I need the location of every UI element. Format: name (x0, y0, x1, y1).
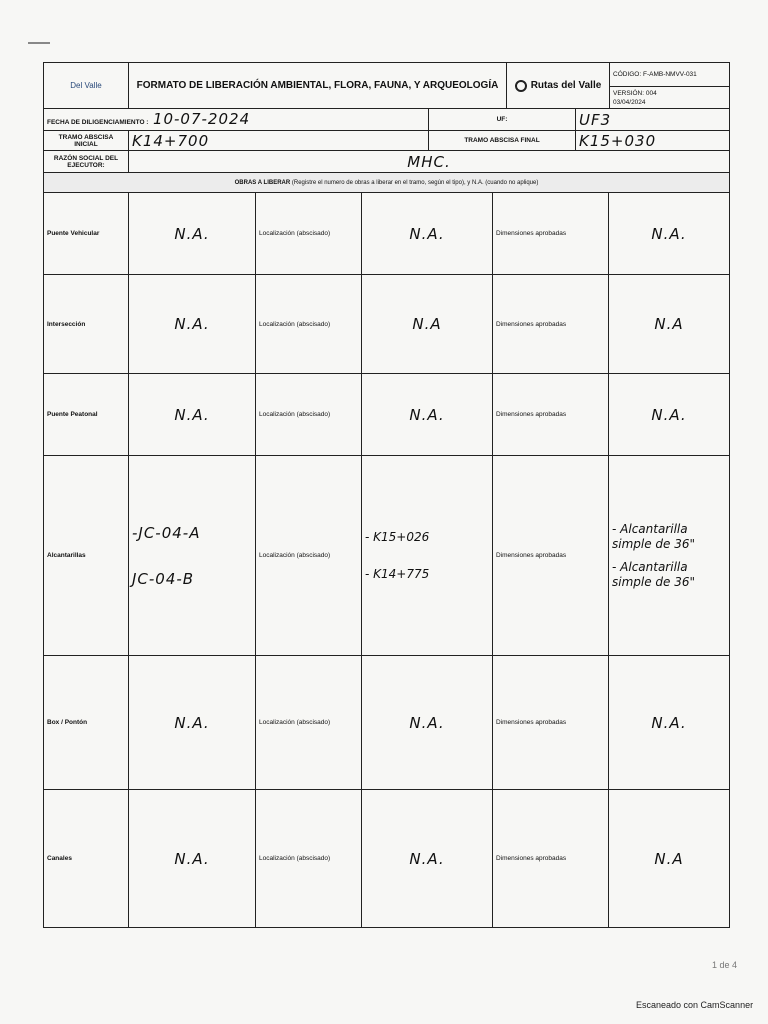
version-date: 03/04/2024 (613, 98, 646, 106)
codigo-cell (610, 63, 730, 87)
left-logo-text: Del Valle (70, 81, 102, 90)
version-cell (610, 87, 730, 109)
tramo-final-label: TRAMO ABSCISA FINAL (429, 131, 576, 151)
dimensiones-value: N.A (609, 790, 730, 928)
form-sheet (43, 62, 729, 928)
localizacion-label: Localización (abscisado) (256, 456, 362, 656)
brand-name: Rutas del Valle (530, 80, 602, 91)
dimensiones-label: Dimensiones aprobadas (493, 456, 609, 656)
localizacion-value (362, 456, 493, 656)
dimensiones-value-1: - Alcantarilla simple de 36" (612, 521, 696, 551)
localizacion-label: Localización (abscisado) (256, 656, 362, 790)
obra-value: N.A. (129, 656, 256, 790)
razon-label: RAZÓN SOCIAL DEL EJECUTOR: (44, 151, 129, 173)
form-title: FORMATO DE LIBERACIÓN AMBIENTAL, FLORA, FAUNA, Y ARQUEOLOGÍA (136, 79, 499, 91)
fecha-value: 10-07-2024 (152, 110, 251, 128)
localizacion-value: N.A. (362, 374, 493, 456)
obra-value-2: JC-04-B (132, 569, 195, 588)
obra-value: N.A. (129, 374, 256, 456)
tramo-inicial-value: K14+700 (129, 131, 429, 151)
row-label: Intersección (44, 275, 129, 374)
obras-label: OBRAS A LIBERAR (234, 179, 291, 186)
dimensiones-value: N.A (609, 275, 730, 374)
fecha-label: FECHA DE DILIGENCIAMIENTO : (47, 119, 149, 126)
codigo: CÓDIGO: F-AMB-NMVV-031 (613, 71, 697, 78)
row-label: Canales (44, 790, 129, 928)
localizacion-label: Localización (abscisado) (256, 790, 362, 928)
localizacion-label: Localización (abscisado) (256, 374, 362, 456)
row-label: Box / Pontón (44, 656, 129, 790)
table-row (44, 193, 730, 275)
obra-value (129, 456, 256, 656)
left-logo (44, 63, 129, 109)
page-number: 1 de 4 (712, 960, 738, 970)
obra-value: N.A. (129, 790, 256, 928)
dimensiones-label: Dimensiones aprobadas (493, 790, 609, 928)
uf-value: UF3 (576, 109, 730, 131)
obra-value-1: -JC-04-A (132, 523, 201, 542)
dimensiones-label: Dimensiones aprobadas (493, 374, 609, 456)
dimensiones-label: Dimensiones aprobadas (493, 193, 609, 275)
table-row (44, 374, 730, 456)
tramo-inicial-label: TRAMO ABSCISA INICIAL (44, 131, 129, 151)
table-row (44, 456, 730, 656)
dimensiones-value-2: - Alcantarilla simple de 36" (612, 559, 696, 589)
form-title-cell (129, 63, 507, 109)
tramo-final-value: K15+030 (576, 131, 730, 151)
localizacion-label: Localización (abscisado) (256, 275, 362, 374)
works-table (43, 192, 730, 928)
row-label: Puente Peatonal (44, 374, 129, 456)
obra-value: N.A. (129, 193, 256, 275)
localizacion-value: N.A (362, 275, 493, 374)
obra-value: N.A. (129, 275, 256, 374)
scan-mark (28, 42, 50, 44)
version: VERSIÓN: 004 (613, 89, 657, 97)
dimensiones-value (609, 456, 730, 656)
obras-header (44, 173, 730, 193)
brand-logo (507, 63, 610, 109)
localizacion-label: Localización (abscisado) (256, 193, 362, 275)
localizacion-value: N.A. (362, 790, 493, 928)
row-label: Puente Vehicular (44, 193, 129, 275)
table-row (44, 275, 730, 374)
razon-value: MHC. (129, 151, 730, 173)
localizacion-value-1: - K15+026 (365, 529, 430, 544)
dimensiones-label: Dimensiones aprobadas (493, 275, 609, 374)
table-row (44, 790, 730, 928)
obras-note: (Registre el numero de obras a liberar en el tramo, según el tipo), y N.A. (cuando no aplique) (291, 179, 539, 186)
header-table (43, 62, 730, 109)
table-row (44, 656, 730, 790)
localizacion-value-2: - K14+775 (365, 566, 430, 581)
fecha-cell (44, 109, 429, 131)
dimensiones-value: N.A. (609, 193, 730, 275)
info-table (43, 108, 730, 193)
brand-logo-icon (515, 80, 527, 92)
dimensiones-value: N.A. (609, 656, 730, 790)
localizacion-value: N.A. (362, 656, 493, 790)
dimensiones-label: Dimensiones aprobadas (493, 656, 609, 790)
uf-label: UF: (429, 109, 576, 131)
row-label: Alcantarillas (44, 456, 129, 656)
scanner-watermark: Escaneado con CamScanner (636, 1000, 754, 1010)
localizacion-value: N.A. (362, 193, 493, 275)
dimensiones-value: N.A. (609, 374, 730, 456)
